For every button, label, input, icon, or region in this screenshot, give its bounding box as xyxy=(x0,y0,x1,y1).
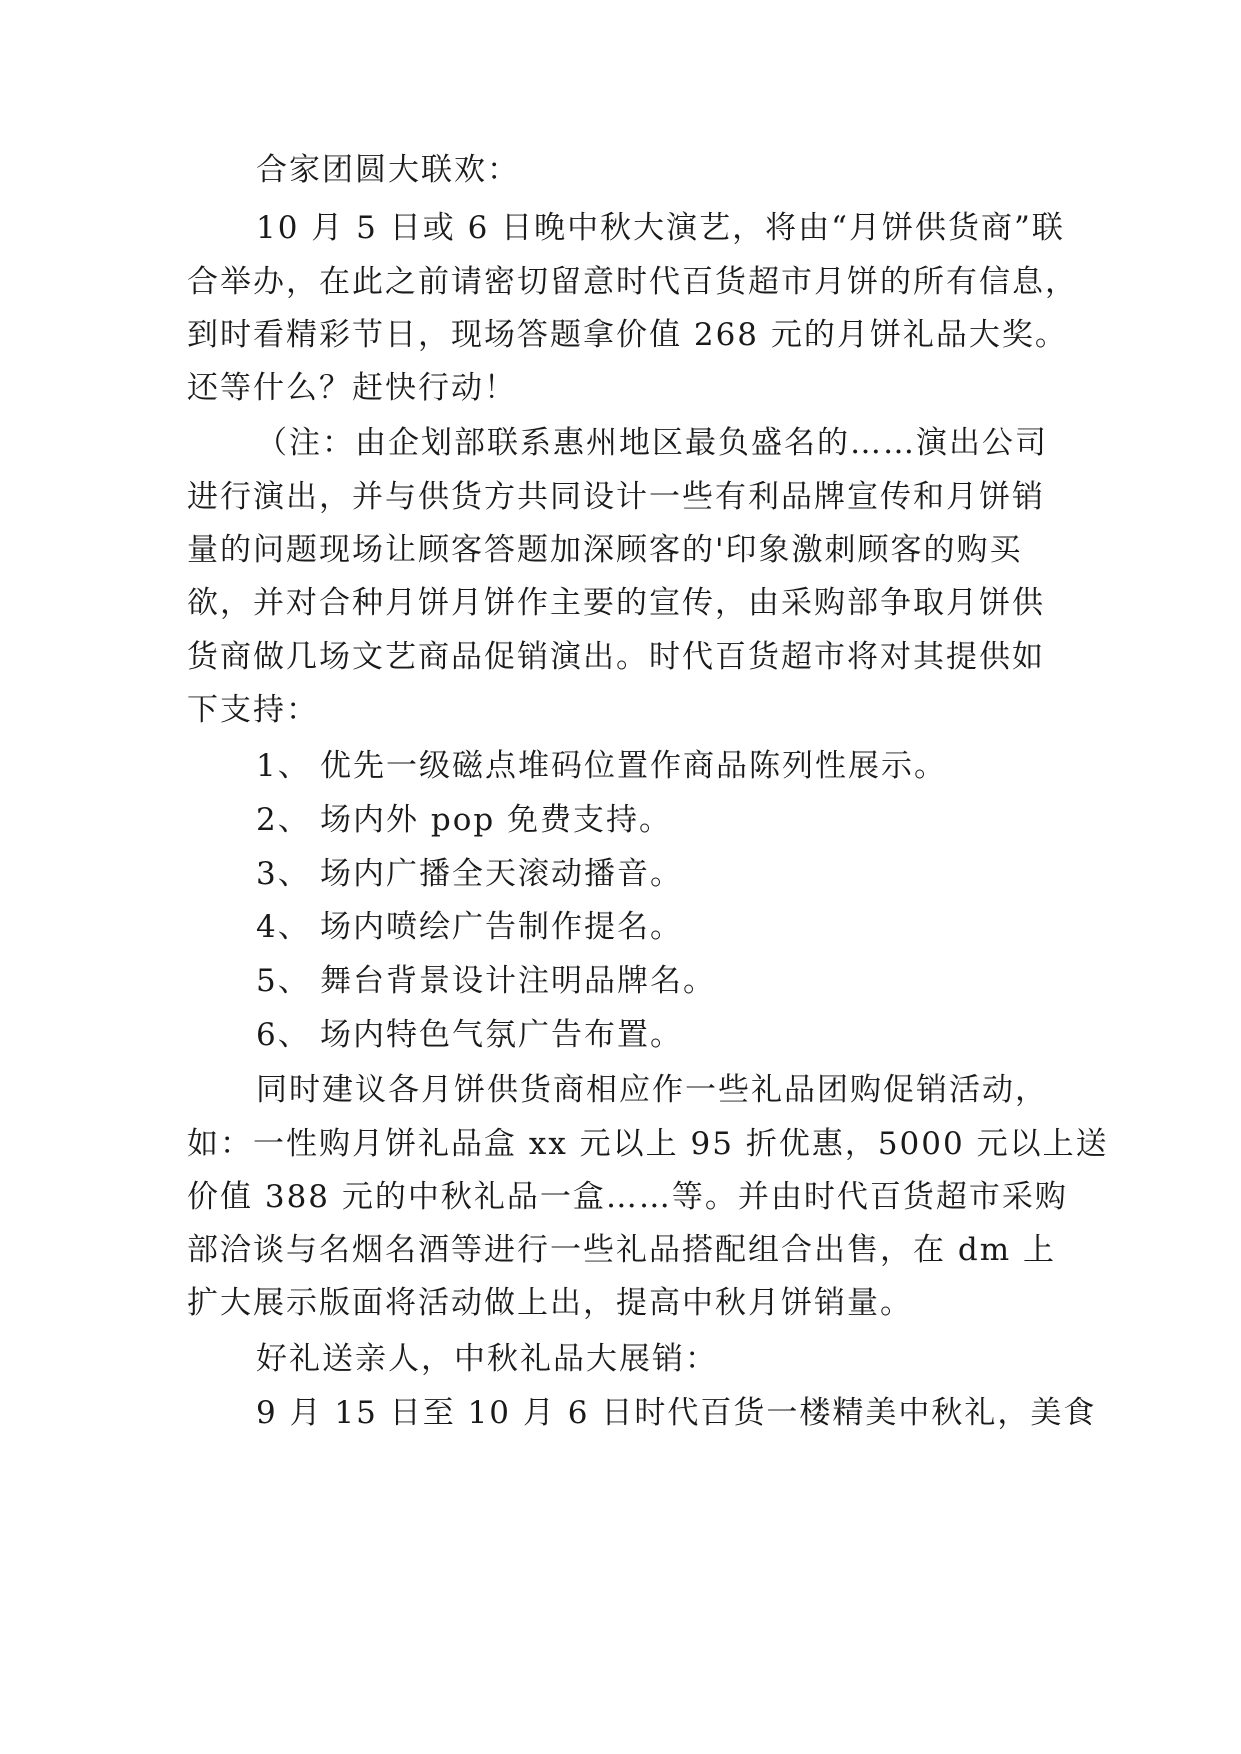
list-item-number: 2、 xyxy=(256,802,311,838)
list-item-text: 优先一级磁点堆码位置作商品陈列性展示。 xyxy=(320,748,947,784)
paragraph-line: 如：一性购月饼礼品盒 xx 元以上 95 折优惠，5000 元以上送 xyxy=(187,1126,1109,1162)
paragraph-line: 10 月 5 日或 6 日晚中秋大演艺，将由“月饼供货商”联 xyxy=(256,210,1065,246)
paragraph-line: 扩大展示版面将活动做上出，提高中秋月饼销量。 xyxy=(187,1285,913,1321)
paragraph-line: 到时看精彩节日，现场答题拿价值 268 元的月饼礼品大奖。 xyxy=(187,317,1068,353)
note-paragraph-line: 货商做几场文艺商品促销演出。时代百货超市将对其提供如 xyxy=(187,639,1045,675)
list-item-text: 场内外 pop 免费支持。 xyxy=(320,802,673,838)
list-item-number: 4、 xyxy=(256,909,311,945)
note-paragraph-line: 下支持： xyxy=(187,692,319,728)
paragraph-line: 9 月 15 日至 10 月 6 日时代百货一楼精美中秋礼，美食 xyxy=(256,1395,1097,1431)
note-paragraph-line: 欲，并对合种月饼月饼作主要的宣传，由采购部争取月饼供 xyxy=(187,585,1045,621)
list-item-text: 场内喷绘广告制作提名。 xyxy=(320,909,683,945)
list-item-number: 5、 xyxy=(256,963,311,999)
paragraph-line: 合举办，在此之前请密切留意时代百货超市月饼的所有信息， xyxy=(187,264,1078,300)
note-paragraph-line: （注：由企划部联系惠州地区最负盛名的……演出公司 xyxy=(256,425,1048,461)
paragraph-line: 价值 388 元的中秋礼品一盒……等。并由时代百货超市采购 xyxy=(187,1179,1068,1215)
note-paragraph-line: 量的问题现场让顾客答题加深顾客的'印象激刺顾客的购买 xyxy=(187,532,1023,568)
list-item-text: 场内广播全天滚动播音。 xyxy=(320,856,683,892)
paragraph-line: 部洽谈与名烟名酒等进行一些礼品搭配组合出售，在 dm 上 xyxy=(187,1232,1056,1268)
section-heading-family-reunion: 合家团圆大联欢： xyxy=(256,152,520,188)
section-heading-gift-sale: 好礼送亲人，中秋礼品大展销： xyxy=(256,1341,718,1377)
list-item-number: 3、 xyxy=(256,856,311,892)
note-paragraph-line: 进行演出，并与供货方共同设计一些有利品牌宣传和月饼销 xyxy=(187,479,1045,515)
list-item-number: 1、 xyxy=(256,748,311,784)
list-item-text: 舞台背景设计注明品牌名。 xyxy=(320,963,716,999)
paragraph-line: 同时建议各月饼供货商相应作一些礼品团购促销活动， xyxy=(256,1072,1048,1108)
list-item-number: 6、 xyxy=(256,1017,311,1053)
list-item-text: 场内特色气氛广告布置。 xyxy=(320,1017,683,1053)
paragraph-line: 还等什么？赶快行动！ xyxy=(187,370,517,406)
